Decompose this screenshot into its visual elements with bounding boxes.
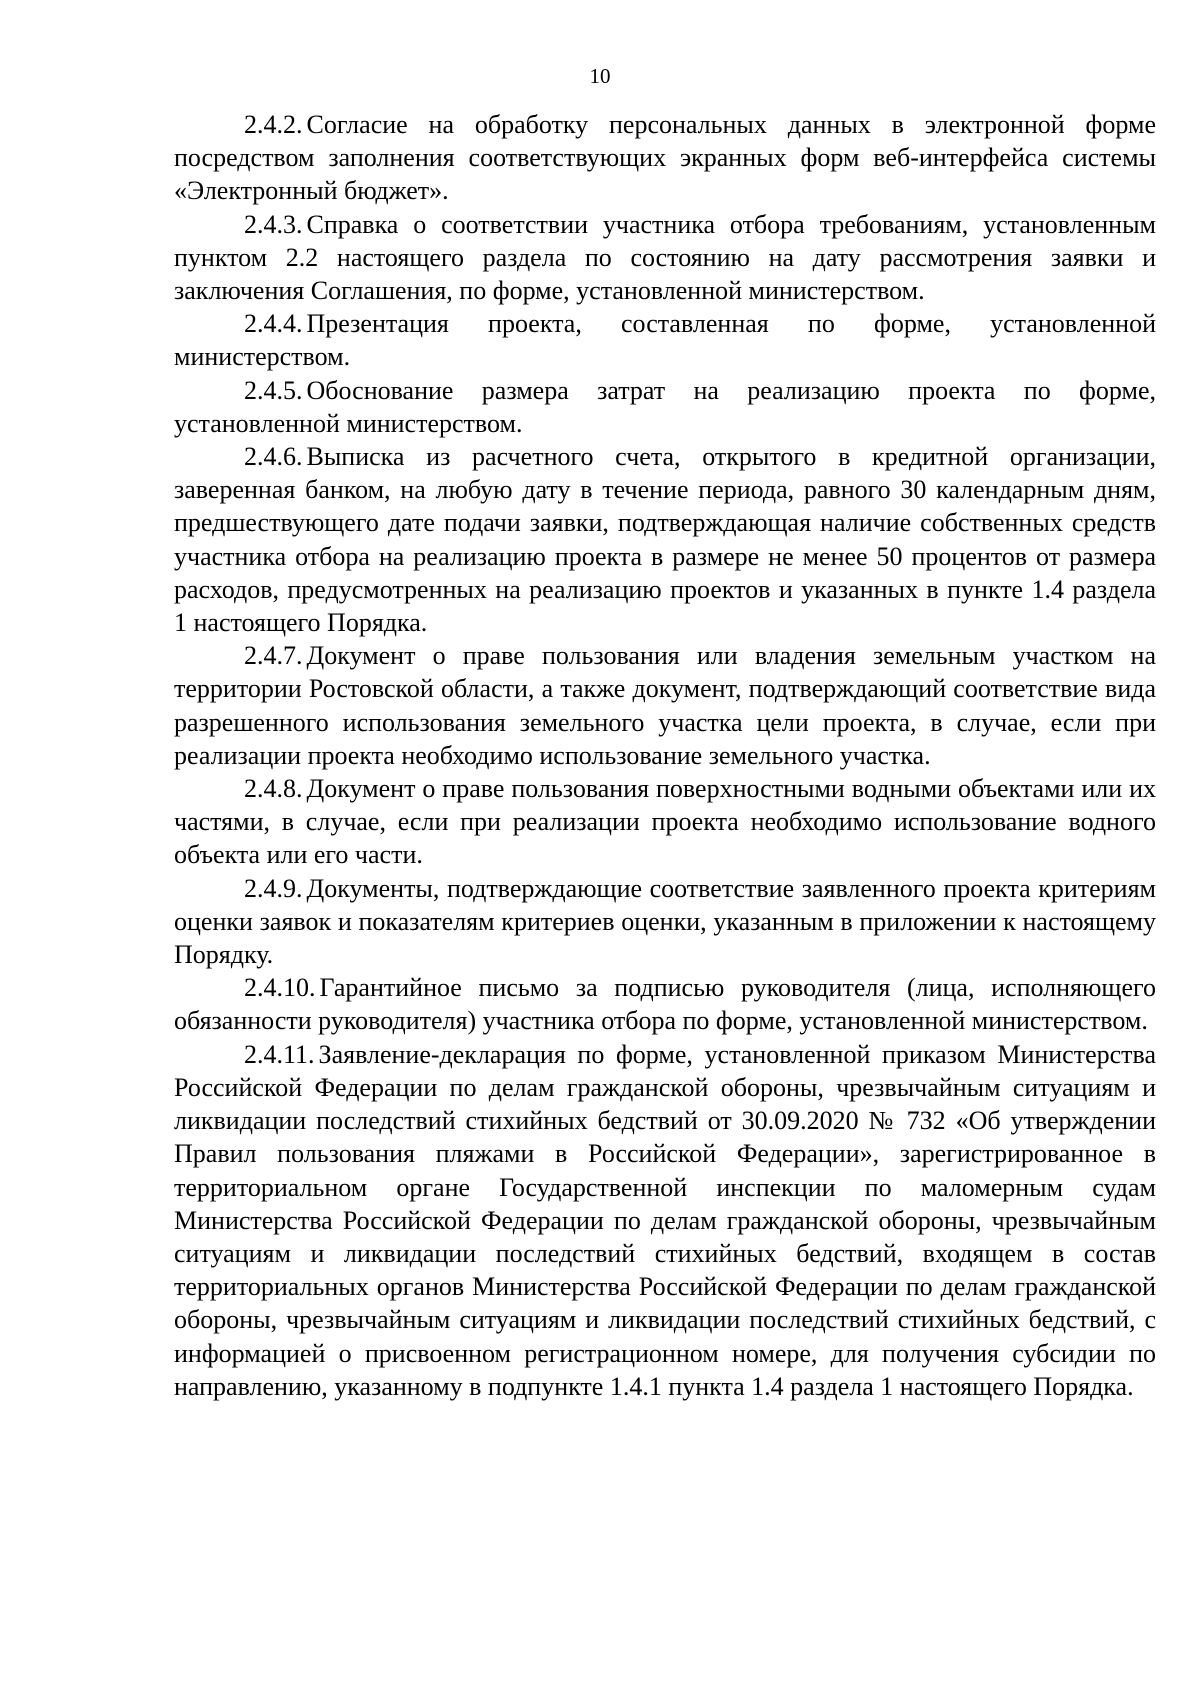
page-number: 10 [589,64,611,88]
paragraph-number: 2.4.5. [244,375,303,405]
paragraph-2-4-10 [174,971,1156,1037]
paragraph-text: Документ о праве пользования поверхностными водными объектами или их частями, в случае, если при реализации проекта необходимо использование водного объекта или его части. [174,774,1156,870]
paragraph-2-4-11 [174,1038,1156,1403]
paragraph-2-4-8 [174,772,1156,872]
paragraph-number: 2.4.6. [244,442,303,472]
paragraph-text: Заявление-декларация по форме, установленной приказом Министерства Российской Федерации по делам гражданской обороны, чрезвычайным ситуациям и ликвидации последствий стихийных бедствий от 30.09.2020 № 732 «Об утверждении Правил пользования пляжами в Российской Федерации», зарегистрированное в территориальном органе Государственной инспекции по маломерным судам Министерства Российской Федерации по делам гражданской обороны, чрезвычайным ситуациям и ликвидации последствий стихийных бедствий, входящем в состав территориальных органов Министерства Российской Федерации по делам гражданской обороны, чрезвычайным ситуациям и ликвидации последствий стихийных бедствий, с информацией о присвоенном регистрационном номере, для получения субсидии по направлению, указанному в подпункте 1.4.1 пункта 1.4 раздела 1 настоящего Порядка. [174,1039,1156,1401]
paragraph-text: Согласие на обработку персональных данных в электронной форме посредством заполнения соответствующих экранных форм веб-интерфейса системы «Электронный бюджет». [174,110,1156,206]
paragraph-2-4-3 [174,208,1156,308]
paragraph-text: Справка о соответствии участника отбора требованиям, установленным пунктом 2.2 настоящего раздела по состоянию на дату рассмотрения заявки и заключения Соглашения, по форме, установленной министерством. [174,209,1156,306]
paragraph-text: Обоснование размера затрат на реализацию проекта по форме, установленной министерством. [174,375,1156,438]
paragraph-text: Выписка из расчетного счета, открытого в кредитной организации, заверенная банком, на любую дату в течение периода, равного 30 календарным дням, предшествующего дате подачи заявки, подтверждающая наличие собственных средств участника отбора на реализацию проекта в размере не менее 50 процентов от размера расходов, предусмотренных на реализацию проектов и указанных в пункте 1.4 раздела 1 настоящего Порядка. [174,442,1156,638]
paragraph-text: Документ о праве пользования или владения земельным участком на территории Ростовской области, а также документ, подтверждающий соответствие вида разрешенного использования земельного участка цели проекта, в случае, если при реализации проекта необходимо использование земельного участка. [174,641,1156,770]
paragraph-number: 2.4.4. [244,309,303,339]
paragraph-number: 2.4.10. [244,973,316,1003]
paragraph-text: Презентация проекта, составленная по форме, установленной министерством. [174,309,1156,372]
paragraph-number: 2.4.3. [244,209,303,239]
paragraph-number: 2.4.9. [244,873,303,903]
paragraph-text: Документы, подтверждающие соответствие заявленного проекта критериям оценки заявок и показателям критериев оценки, указанным в приложении к настоящему Порядку. [174,873,1156,970]
paragraph-2-4-6 [174,440,1156,639]
paragraph-number: 2.4.7. [244,641,303,671]
paragraph-2-4-5 [174,374,1156,440]
paragraph-2-4-9 [174,872,1156,972]
paragraph-text: Гарантийное письмо за подписью руководителя (лица, исполняющего обязанности руководителя) участника отбора по форме, установленной министерством. [174,973,1156,1036]
paragraph-number: 2.4.8. [244,774,303,804]
paragraph-number: 2.4.2. [244,110,303,139]
paragraph-2-4-2 [174,108,1156,208]
paragraph-2-4-4 [174,307,1156,373]
paragraph-number: 2.4.11. [244,1039,315,1069]
paragraph-2-4-7 [174,639,1156,772]
document-body [174,108,1156,1403]
